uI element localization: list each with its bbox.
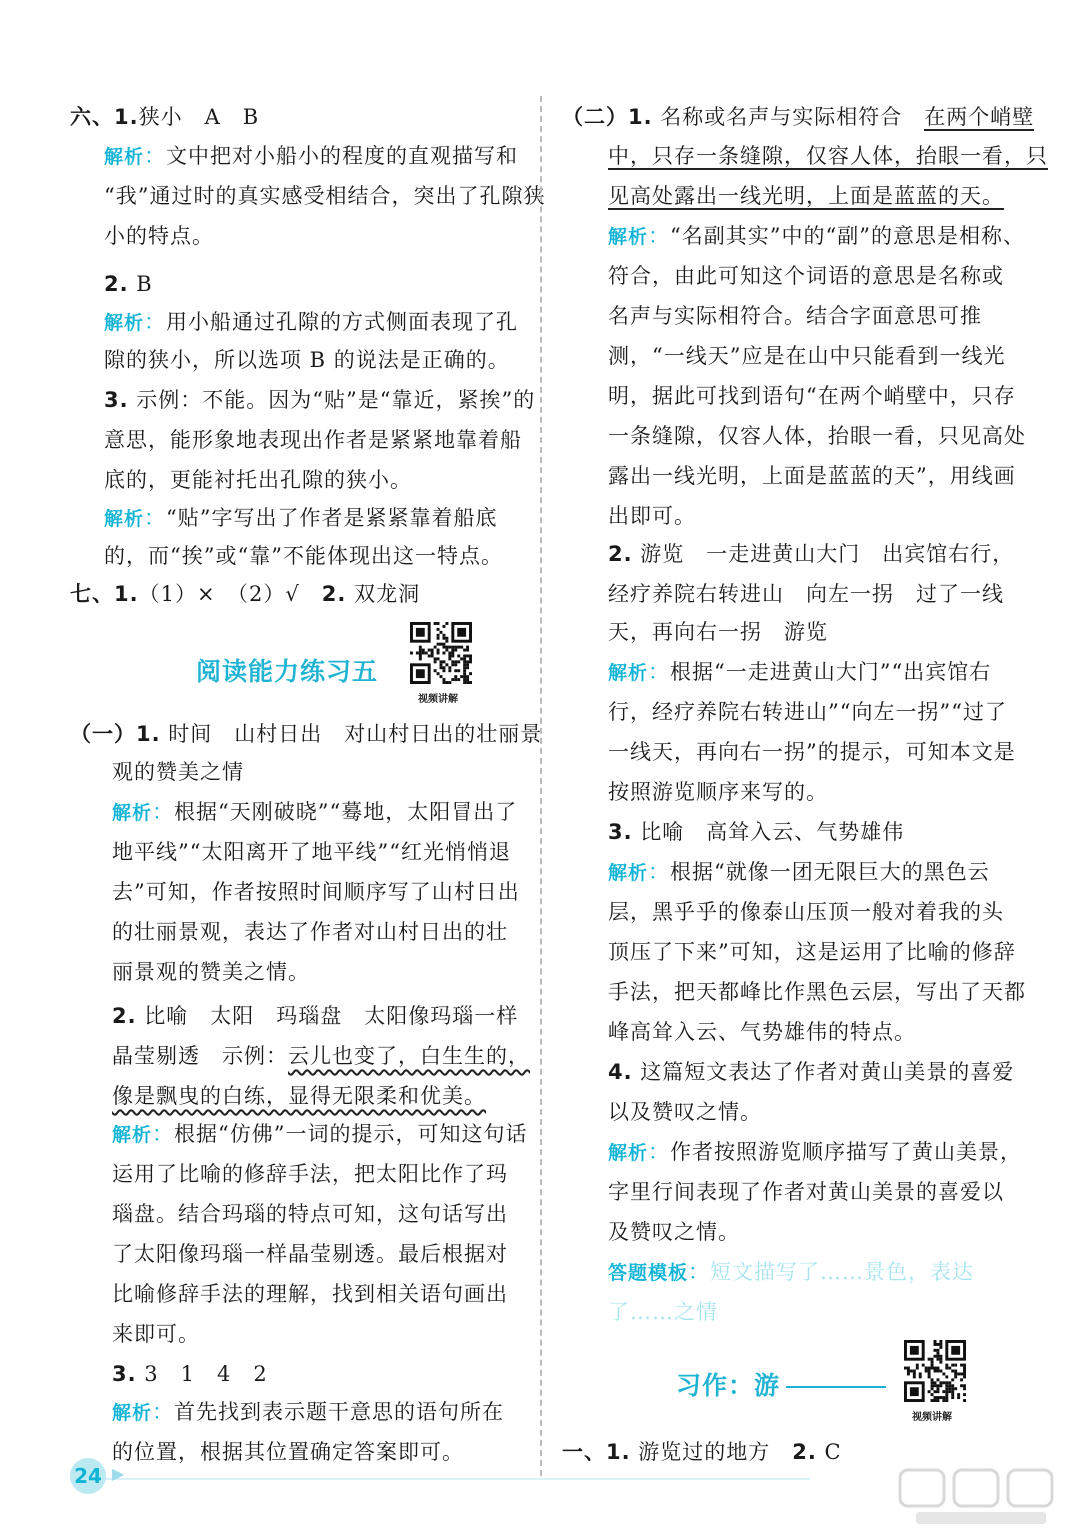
text-line bbox=[608, 1093, 762, 1131]
text-line bbox=[70, 575, 420, 613]
text-line bbox=[608, 1013, 916, 1051]
text-segment: 以及赞叹之情。 bbox=[608, 1100, 762, 1124]
item-number: 2. bbox=[792, 1440, 817, 1464]
text-line bbox=[104, 265, 153, 303]
text-segment: 根据“仿佛”一词的提示，可知这句话 bbox=[174, 1122, 528, 1146]
underlined-text: 在两个峭壁 bbox=[924, 105, 1035, 129]
text-line bbox=[112, 793, 517, 832]
text-line bbox=[608, 653, 991, 692]
label-colon: ： bbox=[144, 144, 167, 168]
text-segment: 一条缝隙，仅容人体，抬眼一看，只见高处 bbox=[608, 424, 1026, 448]
wavy-underlined-text: 像是飘曳的白练，显得无限柔和优美。 bbox=[112, 1084, 486, 1108]
text-segment: 比喻 太阳 玛瑙盘 太阳像玛瑙一样 bbox=[136, 1004, 519, 1028]
template-label: 答题模板 bbox=[608, 1262, 689, 1284]
writing-title-text: 习作：游 bbox=[676, 1371, 781, 1400]
text-segment: 狭小 A B bbox=[138, 105, 260, 129]
item-number: 2. bbox=[608, 542, 633, 566]
text-line bbox=[112, 1315, 200, 1353]
label-colon: ： bbox=[144, 310, 167, 334]
label-colon: ： bbox=[152, 1122, 175, 1146]
text-line bbox=[608, 893, 1004, 931]
text-line bbox=[608, 1053, 1014, 1091]
text-line bbox=[608, 733, 1016, 771]
text-line bbox=[608, 1133, 1022, 1172]
text-line bbox=[112, 1393, 504, 1432]
text-line bbox=[112, 1195, 508, 1233]
text-line bbox=[112, 1355, 268, 1393]
text-segment: 手法，把天都峰比作黑色云层，写出了天都 bbox=[608, 980, 1026, 1004]
text-segment: 小的特点。 bbox=[104, 224, 214, 248]
item-number: 2. bbox=[104, 272, 129, 296]
wavy-underlined-text: 云儿也变了，白生生的， bbox=[288, 1044, 530, 1068]
watermark-logo-icon bbox=[896, 1466, 1066, 1528]
text-line bbox=[608, 1253, 974, 1292]
text-line bbox=[608, 933, 1016, 971]
qr-caption: 视频讲解 bbox=[418, 694, 458, 705]
text-line bbox=[104, 381, 535, 419]
text-segment: 了太阳像玛瑙一样晶莹剔透。最后根据对 bbox=[112, 1242, 508, 1266]
text-segment: 露出一线光明，上面是蓝蓝的天”，用线画 bbox=[608, 464, 1016, 488]
text-segment: 顶压了下来”可知，这是运用了比喻的修辞 bbox=[608, 940, 1016, 964]
underlined-text: 见高处露出一线光明，上面是蓝蓝的天。 bbox=[608, 184, 1004, 208]
text-segment: 作者按照游览顺序描写了黄山美景， bbox=[670, 1140, 1023, 1164]
text-segment: 的，而“挨”或“靠”不能体现出这一特点。 bbox=[104, 544, 503, 568]
text-segment: 出即可。 bbox=[608, 504, 696, 528]
text-line bbox=[562, 1433, 842, 1471]
analysis-label: 解析 bbox=[104, 146, 145, 168]
text-segment: 瑙盘。结合玛瑙的特点可知，这句话写出 bbox=[112, 1202, 508, 1226]
text-segment: 及赞叹之情。 bbox=[608, 1220, 740, 1244]
template-text: 了……之情 bbox=[608, 1300, 718, 1324]
text-line bbox=[104, 303, 518, 342]
analysis-label: 解析 bbox=[608, 662, 649, 684]
text-segment: 晶莹剔透 示例： bbox=[112, 1044, 288, 1068]
text-segment: 3 1 4 2 bbox=[136, 1362, 268, 1386]
label-colon: ： bbox=[144, 506, 167, 530]
text-segment: 来即可。 bbox=[112, 1322, 200, 1346]
text-segment: “我”通过时的真实感受相结合，突出了孔隙狭 bbox=[104, 184, 546, 208]
label-colon: ： bbox=[688, 1260, 711, 1284]
text-segment: “贴”字写出了作者是紧紧靠着船底 bbox=[166, 506, 498, 530]
text-line bbox=[608, 575, 1004, 613]
text-line bbox=[608, 773, 828, 811]
text-segment: （二）1. bbox=[562, 105, 653, 129]
text-segment: 根据“就像一团无限巨大的黑色云 bbox=[670, 860, 990, 884]
text-segment: 丽景观的赞美之情。 bbox=[112, 960, 310, 984]
text-segment: （1）× （2）√ bbox=[138, 582, 322, 606]
text-segment: 示例：不能。因为“贴”是“靠近，紧挨”的 bbox=[128, 388, 536, 412]
item-number: 2. bbox=[112, 1004, 137, 1028]
text-segment: 根据“天刚破晓”“蓦地，太阳冒出了 bbox=[174, 800, 518, 824]
text-line bbox=[104, 537, 503, 575]
label-colon: ： bbox=[152, 800, 175, 824]
analysis-label: 解析 bbox=[104, 508, 145, 530]
text-line bbox=[608, 377, 1016, 415]
text-line bbox=[608, 417, 1026, 455]
text-segment: 经疗养院右转进山 向左一拐 过了一线 bbox=[608, 582, 1004, 606]
text-segment: B bbox=[128, 272, 153, 296]
label-colon: ： bbox=[648, 1140, 671, 1164]
qr-code-icon[interactable] bbox=[904, 1340, 966, 1402]
text-segment: 游览 一走进黄山大门 出宾馆右行， bbox=[632, 542, 1015, 566]
text-line bbox=[608, 853, 990, 892]
text-line bbox=[104, 217, 214, 255]
text-segment: 首先找到表示题干意思的语句所在 bbox=[174, 1400, 505, 1424]
text-segment: 意思，能形象地表现出作者是紧紧地靠着船 bbox=[104, 428, 522, 452]
text-segment: 七、1. bbox=[70, 582, 139, 606]
text-segment: 明，据此可找到语句“在两个峭壁中，只存 bbox=[608, 384, 1016, 408]
text-segment: 双龙洞 bbox=[346, 582, 421, 606]
page-corner-mark-icon: ▶ bbox=[112, 1464, 125, 1483]
text-line bbox=[608, 535, 1014, 573]
text-segment: 符合，由此可知这个词语的意思是名称或 bbox=[608, 264, 1004, 288]
text-line bbox=[112, 1275, 508, 1313]
text-segment: 名称或名声与实际相符合 bbox=[652, 105, 925, 129]
text-line bbox=[608, 1213, 740, 1251]
text-segment: 地平线”“太阳离开了地平线”“红光悄悄退 bbox=[112, 840, 511, 864]
text-segment: 测，“一线天”应是在山中只能看到一线光 bbox=[608, 344, 1006, 368]
text-line bbox=[608, 693, 1007, 731]
text-line bbox=[104, 177, 545, 215]
text-segment: 比喻修辞手法的理解，找到相关语句画出 bbox=[112, 1282, 508, 1306]
text-segment: 游览过的地方 bbox=[630, 1440, 793, 1464]
text-segment: C bbox=[816, 1440, 842, 1464]
template-text: 短文描写了……景色，表达 bbox=[710, 1260, 975, 1284]
item-number: 2. bbox=[321, 582, 347, 606]
label-colon: ： bbox=[152, 1400, 175, 1424]
text-segment: 比喻 高耸入云、气势雄伟 bbox=[632, 820, 905, 844]
text-line bbox=[104, 499, 498, 538]
analysis-label: 解析 bbox=[112, 1124, 153, 1146]
text-line bbox=[112, 913, 508, 951]
text-line bbox=[608, 1173, 1004, 1211]
text-line bbox=[608, 337, 1005, 375]
text-line bbox=[562, 98, 1034, 136]
analysis-label: 解析 bbox=[112, 1402, 153, 1424]
text-line bbox=[608, 457, 1016, 495]
text-line bbox=[608, 297, 982, 335]
underlined-text: 中，只存一条缝隙，仅容人体，抬眼一看，只 bbox=[608, 144, 1048, 168]
label-colon: ： bbox=[648, 860, 671, 884]
text-segment: 底的，更能衬托出孔隙的狭小。 bbox=[104, 468, 412, 492]
text-segment: 去”可知，作者按照时间顺序写了山村日出 bbox=[112, 880, 520, 904]
qr-code-icon[interactable] bbox=[410, 622, 472, 684]
text-line bbox=[112, 953, 310, 991]
text-segment: 按照游览顺序来写的。 bbox=[608, 780, 828, 804]
text-segment: 运用了比喻的修辞手法，把太阳比作了玛 bbox=[112, 1162, 508, 1186]
text-line bbox=[104, 421, 522, 459]
text-segment: 文中把对小船小的程度的直观描写和 bbox=[166, 144, 519, 168]
text-line bbox=[70, 715, 542, 753]
footer-bar bbox=[70, 1478, 810, 1480]
text-line bbox=[112, 1037, 530, 1075]
text-line bbox=[608, 497, 696, 535]
text-line bbox=[608, 813, 904, 851]
text-segment: 这篇短文表达了作者对黄山美景的喜爱 bbox=[632, 1060, 1015, 1084]
section-title-reading-five: 阅读能力练习五 bbox=[196, 657, 379, 686]
text-line bbox=[70, 98, 259, 136]
text-line bbox=[112, 1155, 508, 1193]
text-segment: （一）1. bbox=[70, 722, 161, 746]
page-number: 24 bbox=[70, 1458, 106, 1494]
item-number: 3. bbox=[608, 820, 633, 844]
analysis-label: 解析 bbox=[608, 862, 649, 884]
section-title-writing bbox=[676, 1366, 886, 1402]
text-line bbox=[608, 177, 1004, 215]
text-segment: 行，经疗养院右转进山”“向左一拐”“过了 bbox=[608, 700, 1007, 724]
label-colon: ： bbox=[648, 224, 671, 248]
text-segment: 一、1. bbox=[562, 1440, 631, 1464]
text-line bbox=[608, 1293, 718, 1331]
item-number: 3. bbox=[104, 388, 129, 412]
text-segment: 六、1. bbox=[70, 105, 139, 129]
text-segment: 名声与实际相符合。结合字面意思可推 bbox=[608, 304, 982, 328]
text-line bbox=[104, 461, 412, 499]
text-line bbox=[104, 341, 510, 379]
label-colon: ： bbox=[648, 660, 671, 684]
text-segment: “名副其实”中的“副”的意思是相称、 bbox=[670, 224, 1025, 248]
text-line bbox=[112, 1235, 508, 1273]
text-segment: 观的赞美之情 bbox=[112, 760, 244, 784]
item-number: 4. bbox=[608, 1060, 633, 1084]
text-line bbox=[608, 257, 1004, 295]
text-line bbox=[112, 873, 520, 911]
text-segment: 根据“一走进黄山大门”“出宾馆右 bbox=[670, 660, 992, 684]
text-line bbox=[112, 1433, 464, 1471]
text-segment: 字里行间表现了作者对黄山美景的喜爱以 bbox=[608, 1180, 1004, 1204]
text-line bbox=[112, 753, 244, 791]
text-segment: 层，黑乎乎的像泰山压顶一般对着我的头 bbox=[608, 900, 1004, 924]
item-number: 3. bbox=[112, 1362, 137, 1386]
title-blank bbox=[786, 1386, 886, 1388]
text-line bbox=[112, 833, 511, 871]
text-line bbox=[608, 137, 1048, 175]
analysis-label: 解析 bbox=[104, 312, 145, 334]
text-line bbox=[112, 1077, 486, 1115]
text-segment: 天，再向右一拐 游览 bbox=[608, 620, 828, 644]
text-line bbox=[608, 613, 828, 651]
analysis-label: 解析 bbox=[112, 802, 153, 824]
text-segment: 的壮丽景观，表达了作者对山村日出的壮 bbox=[112, 920, 508, 944]
text-line bbox=[608, 217, 1025, 256]
text-line bbox=[112, 997, 518, 1035]
text-segment: 的位置，根据其位置确定答案即可。 bbox=[112, 1440, 464, 1464]
analysis-label: 解析 bbox=[608, 226, 649, 248]
text-segment: 一线天，再向右一拐”的提示，可知本文是 bbox=[608, 740, 1016, 764]
text-line bbox=[112, 1115, 528, 1154]
text-segment: 隙的狭小，所以选项 B 的说法是正确的。 bbox=[104, 348, 510, 372]
text-segment: 峰高耸入云、气势雄伟的特点。 bbox=[608, 1020, 916, 1044]
text-line bbox=[104, 137, 518, 176]
text-line bbox=[608, 973, 1026, 1011]
text-segment: 用小船通过孔隙的方式侧面表现了孔 bbox=[166, 310, 519, 334]
text-segment: 时间 山村日出 对山村日出的壮丽景 bbox=[160, 722, 543, 746]
column-divider bbox=[540, 96, 542, 1476]
analysis-label: 解析 bbox=[608, 1142, 649, 1164]
qr-caption: 视频讲解 bbox=[912, 1412, 952, 1423]
